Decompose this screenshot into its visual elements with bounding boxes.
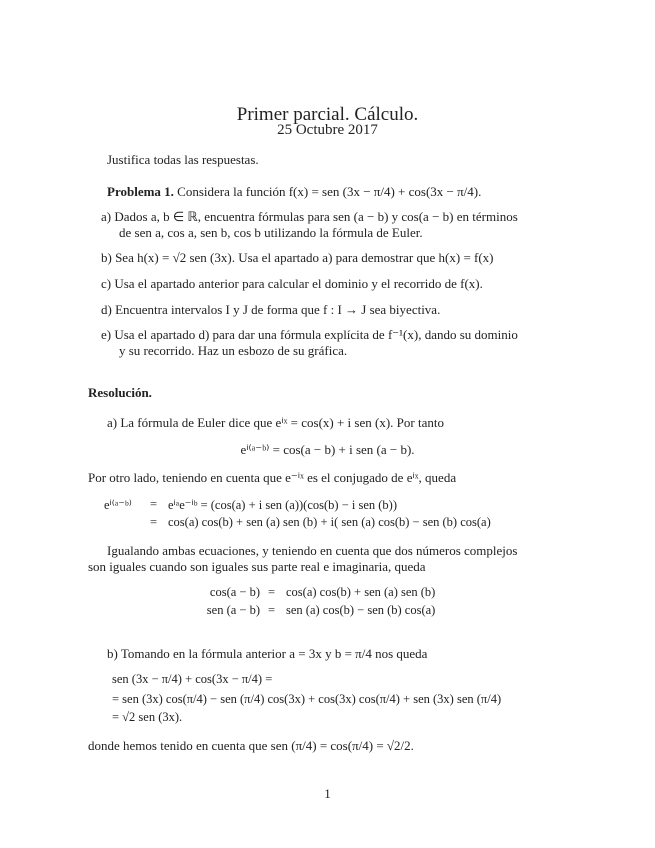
- b-line-3: = √2 sen (3x).: [112, 710, 183, 724]
- euler-equation: eⁱ⁽ᵃ⁻ᵇ⁾ = cos(a − b) + i sen (a − b).: [240, 442, 415, 457]
- instructions-text: Justifica todas las respuestas.: [107, 152, 259, 167]
- item-e-line2: y su recorrido. Haz un esbozo de su gráfica.: [119, 343, 348, 358]
- expansion-rhs-1: eⁱᵃe⁻ⁱᵇ = (cos(a) + i sen (a))(cos(b) − i sen (b)): [168, 498, 397, 512]
- problem-statement: [107, 184, 481, 200]
- result-sen-eq: =: [268, 603, 276, 617]
- result-sen-rhs: sen (a) cos(b) − sen (b) cos(a): [286, 603, 436, 617]
- item-a-line1: a) Dados a, b ∈ ℝ, encuentra fórmulas para sen (a − b) y cos(a − b) en términos: [101, 209, 518, 224]
- result-sen-lhs: sen (a − b): [206, 603, 260, 617]
- equating-line2: son iguales cuando son iguales sus parte real e imaginaria, queda: [88, 559, 426, 574]
- problem-label: Problema 1.: [107, 184, 174, 199]
- expansion-eq-2: =: [150, 515, 158, 529]
- item-b-line1: b) Sea h(x) = √2 sen (3x). Usa el apartado a) para demostrar que h(x) = f(x): [101, 250, 494, 265]
- page-number: 1: [324, 786, 331, 801]
- resolution-heading: Resolución.: [88, 385, 152, 400]
- item-d-line1: d) Encuentra intervalos I y J de forma que f : I → J sea biyectiva.: [101, 302, 441, 317]
- closing-text: donde hemos tenido en cuenta que sen (π/4) = cos(π/4) = √2/2.: [88, 738, 414, 753]
- b-line-1: sen (3x − π/4) + cos(3x − π/4) =: [112, 672, 273, 686]
- resolution-b-intro: b) Tomando en la fórmula anterior a = 3x y b = π/4 nos queda: [107, 646, 428, 661]
- result-cos-rhs: cos(a) cos(b) + sen (a) sen (b): [286, 585, 436, 599]
- item-e-line1: e) Usa el apartado d) para dar una fórmula explícita de f⁻¹(x), dando su dominio: [101, 327, 518, 342]
- item-a-line2: de sen a, cos a, sen b, cos b utilizando la fórmula de Euler.: [119, 225, 423, 240]
- expansion-lhs: eⁱ⁽ᵃ⁻ᵇ⁾: [104, 498, 132, 512]
- document-title: Primer parcial. Cálculo.: [236, 104, 419, 125]
- result-cos-lhs: cos(a − b): [209, 585, 260, 599]
- conjugate-text: Por otro lado, teniendo en cuenta que e⁻ⁱˣ es el conjugado de eⁱˣ, queda: [88, 470, 457, 485]
- expansion-rhs-2: cos(a) cos(b) + sen (a) sen (b) + i( sen (a) cos(b) − sen (b) cos(a): [168, 515, 491, 529]
- problem-statement-text: Considera la función f(x) = sen (3x − π/4) + cos(3x − π/4).: [177, 184, 482, 199]
- item-c-line1: c) Usa el apartado anterior para calcular el dominio y el recorrido de f(x).: [101, 276, 483, 291]
- resolution-a-intro: a) La fórmula de Euler dice que eⁱˣ = cos(x) + i sen (x). Por tanto: [107, 415, 444, 430]
- equating-line1: Igualando ambas ecuaciones, y teniendo en cuenta que dos números complejos: [107, 543, 518, 558]
- b-line-2: = sen (3x) cos(π/4) − sen (π/4) cos(3x) + cos(3x) cos(π/4) + sen (3x) sen (π/4): [112, 692, 502, 706]
- result-cos-eq: =: [268, 585, 276, 599]
- expansion-eq-1: =: [150, 497, 158, 511]
- document-date: 25 Octubre 2017: [277, 122, 378, 138]
